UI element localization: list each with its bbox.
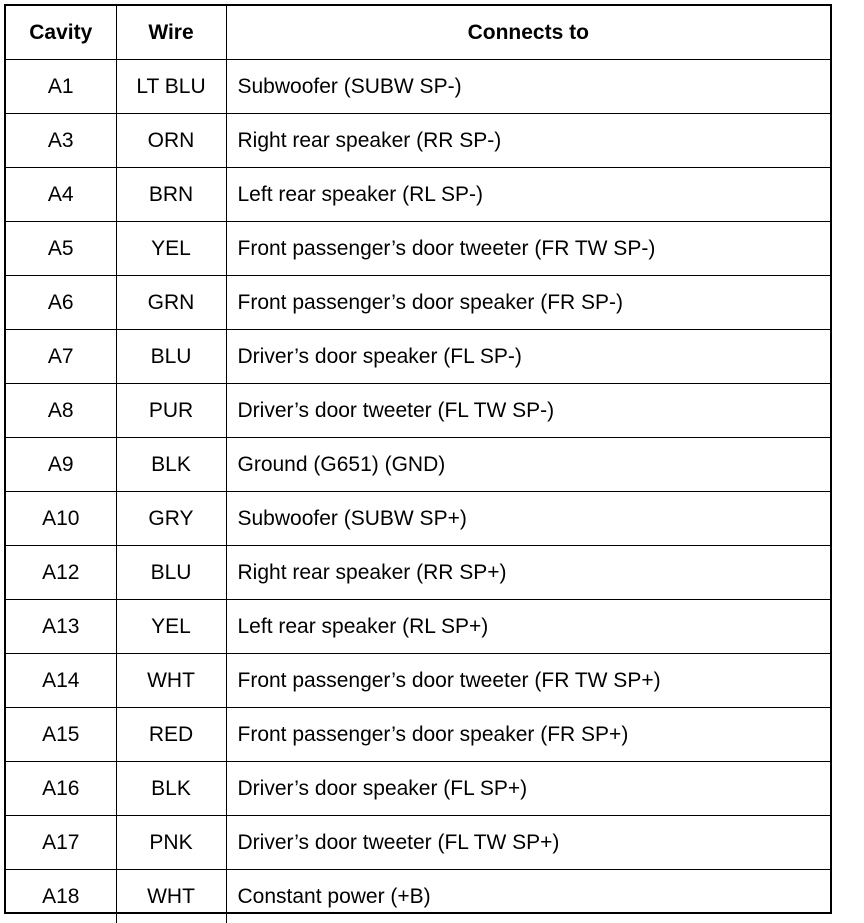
wire-cell: RED: [116, 708, 226, 762]
table-row: [6, 654, 830, 708]
header-connects-to: Connects to: [226, 6, 830, 60]
cavity-cell: A10: [6, 492, 116, 546]
wire-cell: PUR: [116, 384, 226, 438]
cavity-cell: A15: [6, 708, 116, 762]
connects-to-cell: Subwoofer (SUBW SP+): [226, 492, 830, 546]
table-row: [6, 330, 830, 384]
table-row: [6, 114, 830, 168]
table-row: [6, 60, 830, 114]
cavity-cell: A7: [6, 330, 116, 384]
table-row: [6, 492, 830, 546]
connects-to-cell: Front passenger’s door speaker (FR SP+): [226, 708, 830, 762]
wire-cell: YEL: [116, 600, 226, 654]
connects-to-cell: Left rear speaker (RL SP-): [226, 168, 830, 222]
table-row: [6, 438, 830, 492]
pinout-table: [6, 6, 830, 923]
connects-to-cell: Driver’s door speaker (FL SP+): [226, 762, 830, 816]
cavity-cell: A8: [6, 384, 116, 438]
cavity-cell: A5: [6, 222, 116, 276]
table-row: [6, 708, 830, 762]
wire-cell: BLU: [116, 546, 226, 600]
table-row: [6, 762, 830, 816]
cavity-cell: A14: [6, 654, 116, 708]
cavity-cell: A12: [6, 546, 116, 600]
connects-to-cell: Subwoofer (SUBW SP-): [226, 60, 830, 114]
wire-cell: GRN: [116, 276, 226, 330]
connects-to-cell: Constant power (+B): [226, 870, 830, 923]
cavity-cell: A4: [6, 168, 116, 222]
table-row: [6, 384, 830, 438]
table-row: [6, 168, 830, 222]
connects-to-cell: Driver’s door tweeter (FL TW SP-): [226, 384, 830, 438]
cavity-cell: A6: [6, 276, 116, 330]
table-row: [6, 222, 830, 276]
connects-to-cell: Ground (G651) (GND): [226, 438, 830, 492]
wire-cell: ORN: [116, 114, 226, 168]
wire-cell: BLK: [116, 762, 226, 816]
cavity-cell: A18: [6, 870, 116, 923]
wire-cell: LT BLU: [116, 60, 226, 114]
table-row: [6, 816, 830, 870]
wire-cell: WHT: [116, 654, 226, 708]
header-cavity: Cavity: [6, 6, 116, 60]
cavity-cell: A9: [6, 438, 116, 492]
connects-to-cell: Front passenger’s door speaker (FR SP-): [226, 276, 830, 330]
table-row: [6, 546, 830, 600]
table-row: [6, 870, 830, 923]
wire-cell: BLK: [116, 438, 226, 492]
connects-to-cell: Right rear speaker (RR SP-): [226, 114, 830, 168]
header-wire: Wire: [116, 6, 226, 60]
connector-pinout-table: [4, 4, 832, 914]
wire-cell: BRN: [116, 168, 226, 222]
connects-to-cell: Front passenger’s door tweeter (FR TW SP-): [226, 222, 830, 276]
wire-cell: GRY: [116, 492, 226, 546]
connects-to-cell: Right rear speaker (RR SP+): [226, 546, 830, 600]
table-row: [6, 600, 830, 654]
cavity-cell: A13: [6, 600, 116, 654]
wire-cell: WHT: [116, 870, 226, 923]
cavity-cell: A3: [6, 114, 116, 168]
wire-cell: BLU: [116, 330, 226, 384]
cavity-cell: A1: [6, 60, 116, 114]
wire-cell: YEL: [116, 222, 226, 276]
wire-cell: PNK: [116, 816, 226, 870]
cavity-cell: A16: [6, 762, 116, 816]
table-row: [6, 276, 830, 330]
connects-to-cell: Front passenger’s door tweeter (FR TW SP+): [226, 654, 830, 708]
connects-to-cell: Driver’s door speaker (FL SP-): [226, 330, 830, 384]
table-header-row: [6, 6, 830, 60]
cavity-cell: A17: [6, 816, 116, 870]
connects-to-cell: Driver’s door tweeter (FL TW SP+): [226, 816, 830, 870]
connects-to-cell: Left rear speaker (RL SP+): [226, 600, 830, 654]
